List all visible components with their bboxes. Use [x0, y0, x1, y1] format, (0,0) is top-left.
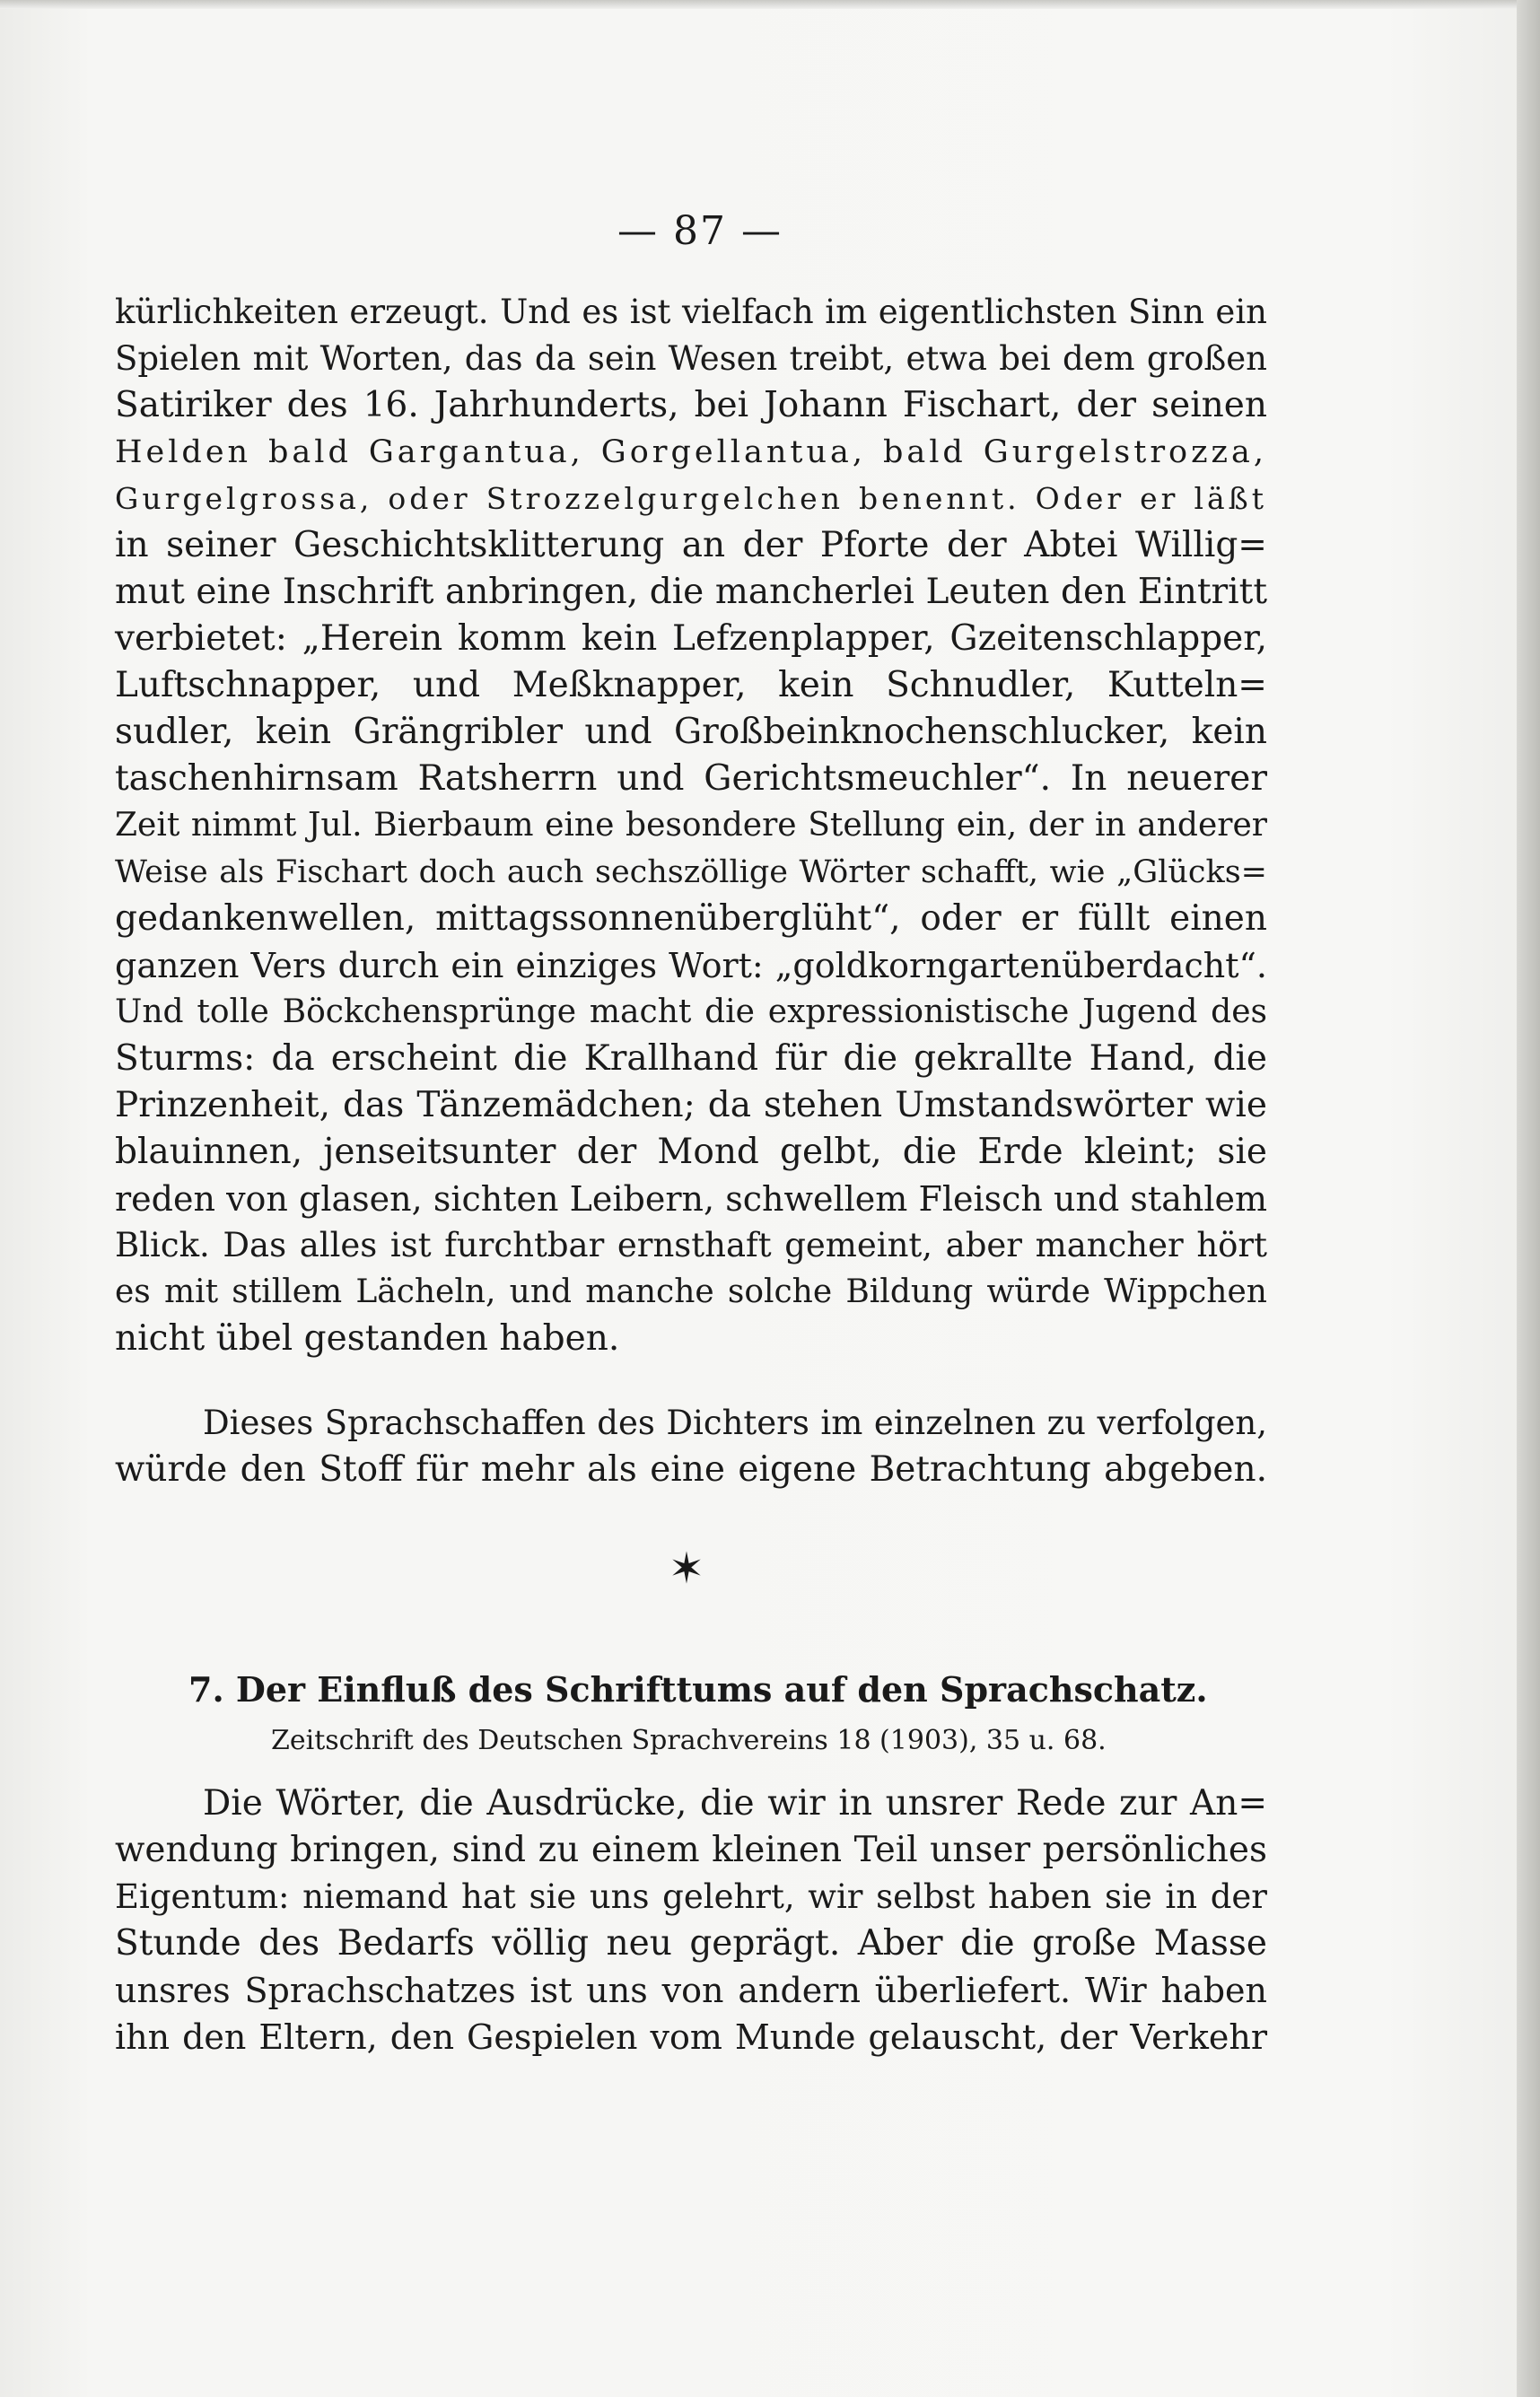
page-number: — 87 —: [617, 208, 783, 254]
text-line: Sturms: da erscheint die Krallhand für die gekrallte Hand, die: [115, 1038, 1267, 1079]
text-line: verbietet: „Herein komm kein Lefzenplapper, Gzeitenschlapper,: [115, 618, 1267, 659]
text-line: Spielen mit Worten, das da sein Wesen treibt, etwa bei dem großen: [115, 339, 1267, 378]
text-line: mut eine Inschrift anbringen, die mancherlei Leuten den Eintritt: [115, 572, 1267, 612]
text-line: Helden bald Gargantua, Gorgellantua, bald Gurgelstrozza,: [115, 434, 1267, 470]
source-citation: Zeitschrift des Deutschen Sprachvereins 18 (1903), 35 u. 68.: [271, 1725, 1107, 1756]
text-line: kürlichkeiten erzeugt. Und es ist vielfach im eigentlichsten Sinn ein: [115, 293, 1267, 331]
section-separator-star: ✶: [668, 1544, 705, 1594]
text-line: Weise als Fischart doch auch sechszöllige Wörter schafft, wie „Glücks=: [115, 854, 1267, 890]
text-line: ihn den Eltern, den Gespielen vom Munde gelauscht, der Verkehr: [115, 2017, 1267, 2057]
paragraph-sprachschaffen: [115, 1400, 1267, 1493]
text-line: taschenhirnsam Ratsherrn und Gerichtsmeuchler“. In neuerer: [115, 758, 1267, 799]
text-line: es mit stillem Lächeln, und manche solche Bildung würde Wippchen: [115, 1273, 1267, 1310]
text-line: Blick. Das alles ist furchtbar ernsthaft gemeint, aber mancher hört: [115, 1226, 1267, 1264]
text-line: reden von glasen, sichten Leibern, schwellem Fleisch und stahlem: [115, 1179, 1267, 1219]
text-line: Luftschnapper, und Meßknapper, kein Schnudler, Kutteln=: [115, 665, 1267, 705]
text-line: Dieses Sprachschaffen des Dichters im einzelnen zu verfolgen,: [203, 1404, 1267, 1442]
text-line: Zeit nimmt Jul. Bierbaum eine besondere Stellung ein, der in anderer: [115, 807, 1267, 844]
text-line: gedankenwellen, mittagssonnenüberglüht“, oder er füllt einen: [115, 898, 1267, 939]
text-line: nicht übel gestanden haben.: [115, 1318, 620, 1359]
text-line: Die Wörter, die Ausdrücke, die wir in unsrer Rede zur An=: [203, 1783, 1267, 1824]
text-line: würde den Stoff für mehr als eine eigene Betrachtung abgeben.: [115, 1449, 1267, 1490]
text-line: wendung bringen, sind zu einem kleinen Teil unser persönliches: [115, 1830, 1267, 1870]
paragraph-wordplay: [115, 289, 1267, 1362]
text-line: in seiner Geschichtsklitterung an der Pforte der Abtei Willig=: [115, 525, 1267, 565]
text-line: Eigentum: niemand hat sie uns gelehrt, wir selbst haben sie in der: [115, 1877, 1267, 1916]
text-line: ganzen Vers durch ein einziges Wort: „goldkorngartenüberdacht“.: [115, 946, 1267, 985]
paragraph-einfluss: [115, 1780, 1267, 2060]
page-right-edge: [1517, 0, 1540, 2397]
text-line: Satiriker des 16. Jahrhunderts, bei Johann Fischart, der seinen: [115, 385, 1267, 425]
page-top-shadow: [0, 0, 1540, 9]
text-line: blauinnen, jenseitsunter der Mond gelbt, die Erde kleint; sie: [115, 1132, 1267, 1172]
text-line: sudler, kein Grängribler und Großbeinknochenschlucker, kein: [115, 712, 1267, 752]
text-line: Prinzenheit, das Tänzemädchen; da stehen Umstandswörter wie: [115, 1085, 1267, 1125]
text-line: Gurgelgrossa, oder Strozzelgurgelchen benennt. Oder er läßt: [115, 481, 1267, 516]
text-line: Und tolle Böckchensprünge macht die expressionistische Jugend des: [115, 993, 1267, 1030]
section-heading: 7. Der Einfluß des Schrifttums auf den Sprachschatz.: [188, 1669, 1208, 1710]
text-line: unsres Sprachschatzes ist uns von andern überliefert. Wir haben: [115, 1971, 1267, 2010]
text-line: Stunde des Bedarfs völlig neu geprägt. Aber die große Masse: [115, 1923, 1267, 1964]
